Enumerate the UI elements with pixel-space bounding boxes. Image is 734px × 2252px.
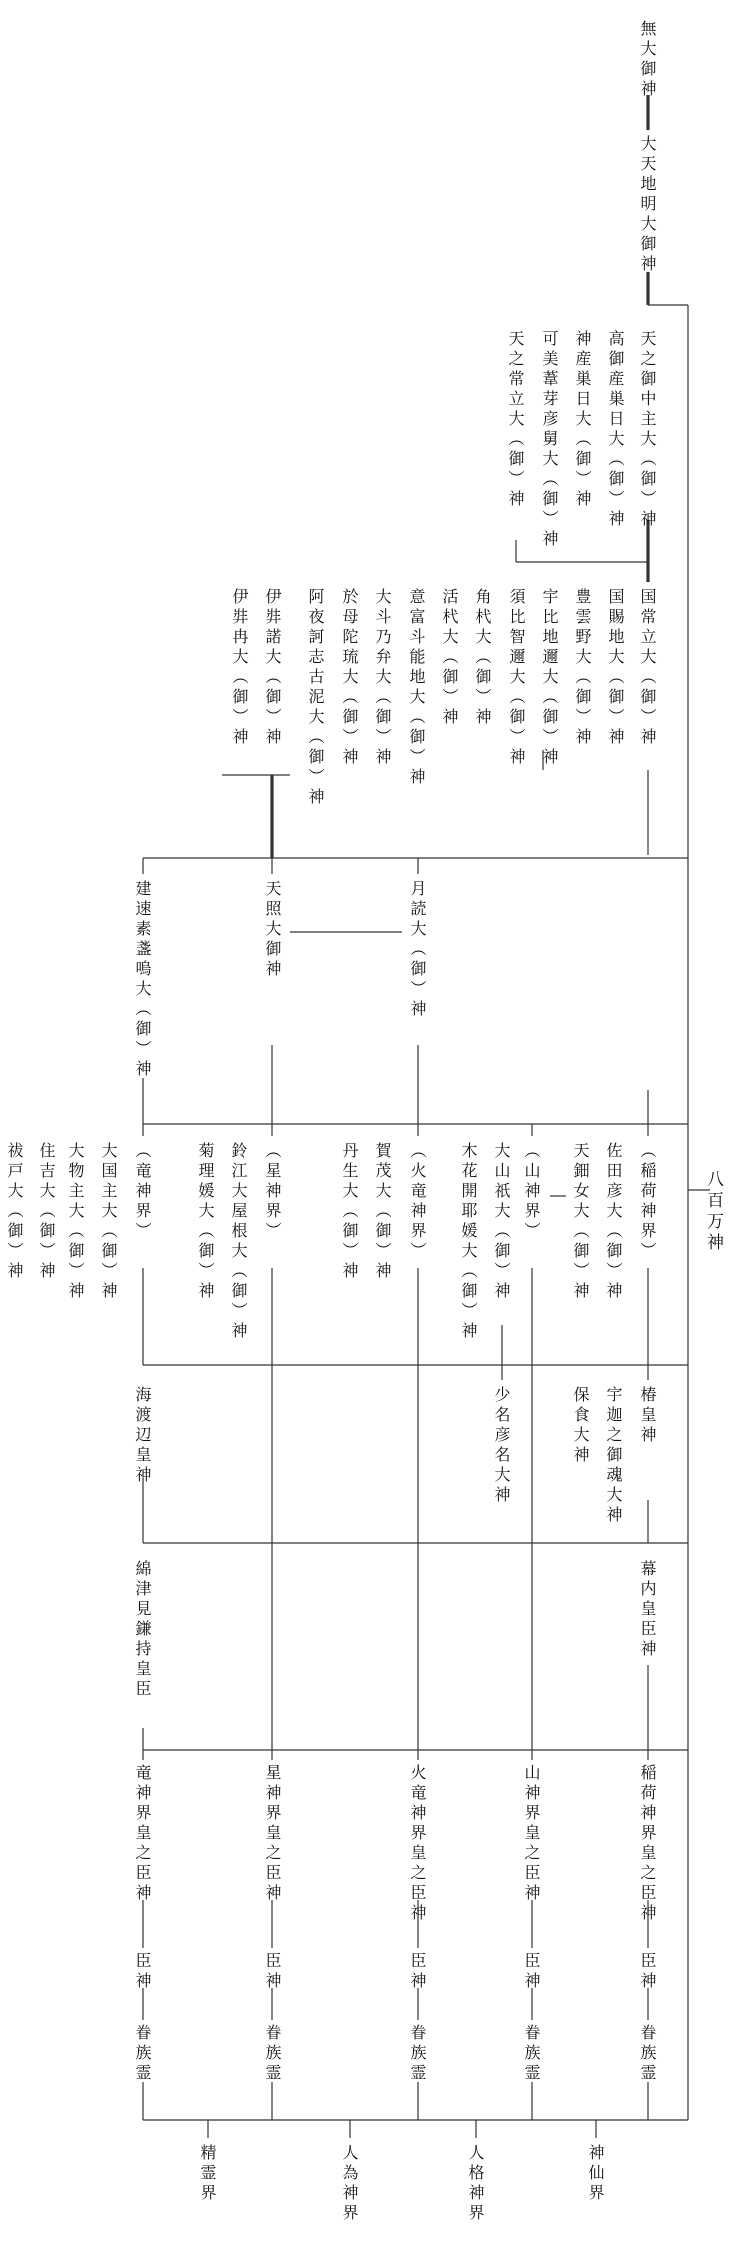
node-watatsumi: 綿津見鎌持皇臣 — [133, 1560, 152, 1700]
node-ayakashikone: 阿夜訶志古泥大（御）神 — [306, 588, 325, 808]
node-amaterasu: 天照大御神 — [263, 880, 282, 980]
node-hoshi-kai: （星神界） — [263, 1142, 282, 1242]
node-hiryu-omi: 火竜神界皇之臣神 — [408, 1764, 427, 1924]
node-konohana: 木花開耶媛大（御）神 — [459, 1142, 478, 1342]
node-okuninushi: 大国主大（御）神 — [99, 1142, 118, 1302]
node-amenominaka: 天之御中主大（御）神 — [638, 330, 657, 530]
node-oyamatsumi: 大山祇大（御）神 — [492, 1142, 511, 1302]
node-umashi: 可美葦芽彦舅大（御）神 — [540, 330, 559, 550]
node-inari-kai: （稲荷神界） — [638, 1142, 657, 1262]
node-omi-hiryu: 臣神 — [408, 1952, 427, 1992]
node-sarutahiko: 佐田彦大（御）神 — [604, 1142, 623, 1302]
node-ryu-kai: （竜神界） — [133, 1142, 152, 1242]
node-omodaru: 意富斗能地大（御）神 — [407, 588, 426, 788]
node-ukemochi: 保食大神 — [571, 1386, 590, 1466]
node-ukanomitama: 宇迦之御魂大神 — [604, 1386, 623, 1526]
node-hiryu-kai: （火竜神界） — [408, 1142, 427, 1262]
node-omi-ryu: 臣神 — [133, 1952, 152, 1992]
node-tokotachi: 天之常立大（御）神 — [506, 330, 525, 510]
node-kunisazuchi: 国賜地大（御）神 — [606, 588, 625, 748]
node-omi-yama: 臣神 — [522, 1952, 541, 1992]
node-otonobe: 大斗乃弁大（御）神 — [373, 588, 392, 768]
node-kenzoku-yama: 眷族霊 — [522, 2024, 541, 2084]
node-kenzoku-hiryu: 眷族霊 — [408, 2024, 427, 2084]
node-amenouzume: 天鈿女大（御）神 — [571, 1142, 590, 1302]
node-takami: 高御産巣日大（御）神 — [606, 330, 625, 530]
node-sumiyoshi: 住吉大（御）神 — [37, 1142, 56, 1282]
node-hoshi-omi: 星神界皇之臣神 — [263, 1764, 282, 1904]
node-seirei: 精霊界 — [198, 2144, 217, 2204]
node-ryu-omi: 竜神界皇之臣神 — [133, 1764, 152, 1904]
node-jinkaku: 人格神界 — [466, 2144, 485, 2224]
node-kamo: 賀茂大（御）神 — [373, 1142, 392, 1282]
node-ikugui: 活杙大（御）神 — [440, 588, 459, 728]
node-tsunogui: 角杙大（御）神 — [473, 588, 492, 728]
node-suhiji: 須比智邇大（御）神 — [507, 588, 526, 768]
node-tsukuyomi: 月読大（御）神 — [408, 880, 427, 1020]
node-kenzoku-inari: 眷族霊 — [638, 2024, 657, 2084]
node-izanagi: 伊弉諾大（御）神 — [263, 588, 282, 748]
node-haraedo: 祓戸大（御）神 — [5, 1142, 24, 1282]
node-kikuri: 菊理媛大（御）神 — [196, 1142, 215, 1302]
node-makuuchi: 幕内皇臣神 — [638, 1560, 657, 1660]
node-susanoo: 建速素盞嗚大（御）神 — [133, 880, 152, 1080]
node-izanami: 伊弉冉大（御）神 — [230, 588, 249, 748]
node-omi-inari: 臣神 — [638, 1952, 657, 1992]
node-suzue: 鈴江大屋根大（御）神 — [229, 1142, 248, 1342]
node-omodaru2: 於母陀琉大（御）神 — [340, 588, 359, 768]
node-kenzoku-ryu: 眷族霊 — [133, 2024, 152, 2084]
node-omi-hoshi: 臣神 — [263, 1952, 282, 1992]
node-nyu: 丹生大（御）神 — [340, 1142, 359, 1282]
node-yama-kai: （山神界） — [522, 1142, 541, 1242]
node-kamimusubi: 神産巣日大（御）神 — [573, 330, 592, 510]
node-kunitokotachi: 国常立大（御）神 — [638, 588, 657, 748]
node-sukunahikona: 少名彦名大神 — [492, 1386, 511, 1506]
node-daitenchi: 大天地明大御神 — [638, 135, 657, 275]
node-uhiji: 宇比地邇大（御）神 — [540, 588, 559, 768]
node-mutai: 無大御神 — [638, 20, 657, 100]
node-shinsen: 神仙界 — [586, 2144, 605, 2204]
node-toyokumo: 豊雲野大（御）神 — [573, 588, 592, 748]
node-jini: 人為神界 — [340, 2144, 359, 2224]
node-watabe: 海渡辺皇神 — [133, 1386, 152, 1486]
node-omononushi: 大物主大（御）神 — [66, 1142, 85, 1302]
node-yama-omi: 山神界皇之臣神 — [522, 1764, 541, 1904]
node-tsubaki: 椿皇神 — [638, 1386, 657, 1446]
node-kenzoku-hoshi: 眷族霊 — [263, 2024, 282, 2084]
node-inari-omi: 稲荷神界皇之臣神 — [638, 1764, 657, 1924]
node-yaoyorozu: 八百万神 — [703, 1170, 723, 1254]
